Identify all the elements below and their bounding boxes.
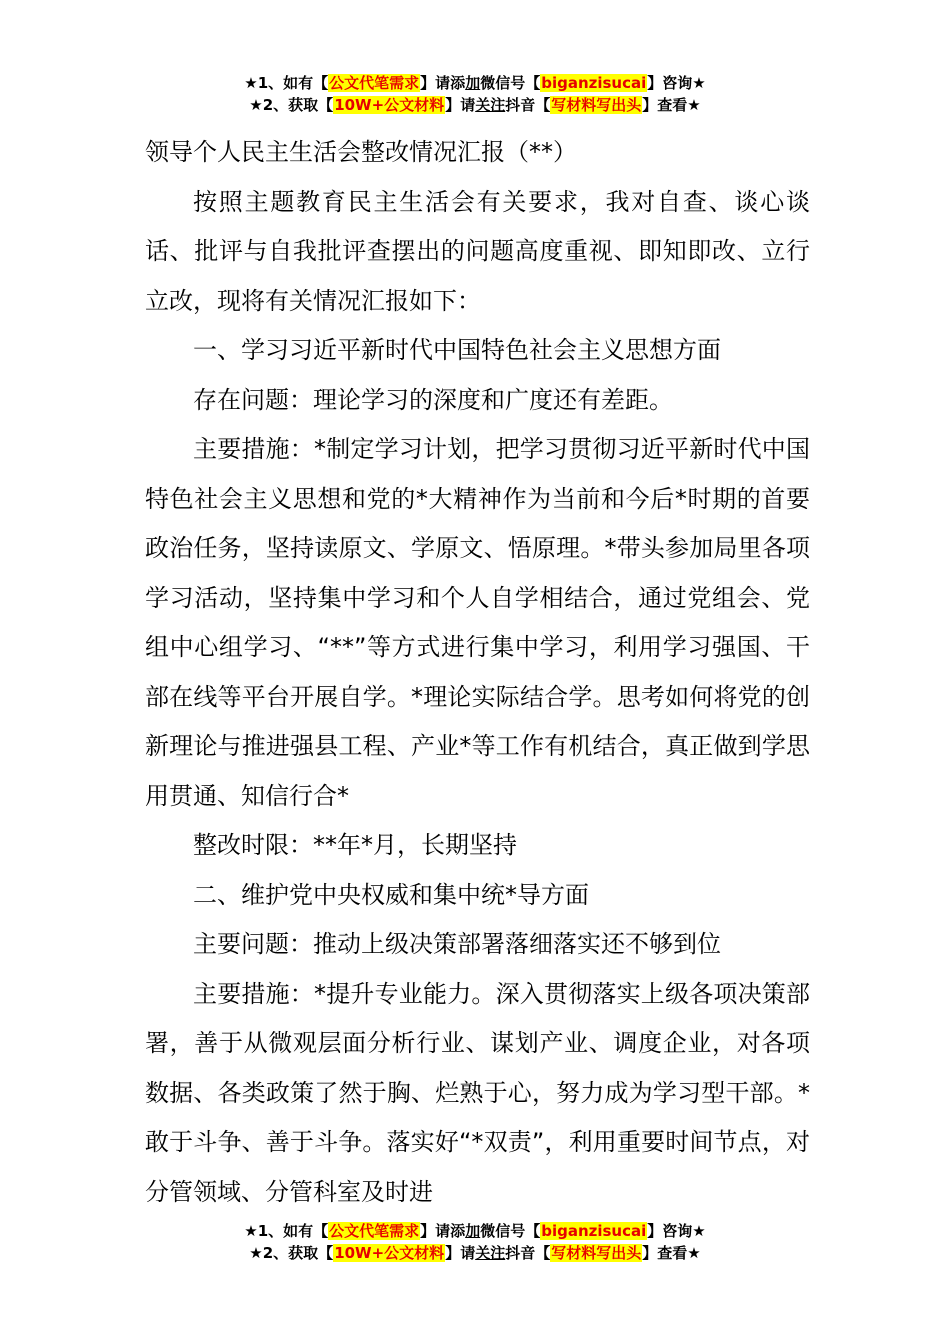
paragraph-problem-2: 主要问题：推动上级决策部署落细落实还不够到位: [193, 930, 721, 958]
promo-banner-bottom: [0, 1220, 950, 1264]
promo-text: 】请: [445, 1244, 476, 1262]
paragraph-problem-1: 存在问题：理论学习的深度和广度还有差距。: [193, 385, 673, 414]
promo-text: ★1、如有【: [244, 1222, 329, 1240]
promo-text: 】咨询★: [647, 1222, 706, 1240]
promo-text: ★1、如有【: [244, 74, 329, 92]
promo-underline: 关注: [475, 1244, 506, 1262]
promo-text: 】请添: [420, 1222, 466, 1240]
document-body: [145, 128, 810, 1217]
promo-line-1: [0, 72, 950, 94]
promo-banner-top: [0, 72, 950, 116]
paragraph-measures-2: 主要措施：*提升专业能力。深入贯彻落实上级各项决策部署，善于从微观层面分析行业、谋划产业、调度企业，对各项数据、各类政策了然于胸、烂熟于心，努力成为学习型干部。*敢于斗争、善于斗争。落实好“*双责”，利用重要时间节点，对分管领域、分管科室及时进: [145, 979, 810, 1206]
promo-underline: 加: [465, 1222, 481, 1240]
section-heading-2: 二、维护党中央权威和集中统*导方面: [193, 880, 589, 909]
section-heading-1: 一、学习习近平新时代中国特色社会主义思想方面: [193, 336, 721, 364]
promo-text: 抖音【: [505, 1244, 551, 1262]
promo-highlight: 10W+公文材料: [334, 96, 445, 114]
promo-text: 】咨询★: [647, 74, 706, 92]
promo-text: 微信号【: [480, 1222, 541, 1240]
promo-line-2: [0, 94, 950, 116]
promo-text: 】查看★: [642, 1244, 701, 1262]
promo-highlight: biganzisucai: [541, 1222, 647, 1240]
promo-highlight: 10W+公文材料: [334, 1244, 445, 1262]
paragraph-measures-1: 主要措施：*制定学习计划，把学习贯彻习近平新时代中国特色社会主义思想和党的*大精神作为当前和今后*时期的首要政治任务，坚持读原文、学原文、悟原理。*带头参加局里各项学习活动，坚持集中学习和个人自学相结合，通过党组会、党组中心组学习、“**”等方式进行集中学习，利用学习强国、干部在线等平台开展自学。*理论实际结合学。思考如何将党的创新理论与推进强县工程、产业*等工作有机结合，真正做到学思用贯通、知信行合*: [145, 435, 810, 810]
promo-line-1: [0, 1220, 950, 1242]
promo-text: 】查看★: [642, 96, 701, 114]
promo-underline: 关注: [475, 96, 506, 114]
promo-highlight: 写材料写出头: [551, 1244, 642, 1262]
promo-text: 】请添: [420, 74, 466, 92]
promo-text: ★2、获取【: [249, 96, 334, 114]
promo-underline: 加: [465, 74, 481, 92]
promo-text: ★2、获取【: [249, 1244, 334, 1262]
paragraph-intro: 按照主题教育民主生活会有关要求，我对自查、谈心谈话、批评与自我批评查摆出的问题高度重视、即知即改、立行立改，现将有关情况汇报如下：: [145, 187, 810, 315]
promo-text: 】请: [445, 96, 476, 114]
paragraph-deadline-1: 整改时限：**年*月，长期坚持: [193, 831, 517, 859]
promo-text: 抖音【: [505, 96, 551, 114]
promo-text: 微信号【: [480, 74, 541, 92]
promo-highlight: 写材料写出头: [551, 96, 642, 114]
promo-highlight: biganzisucai: [541, 74, 647, 92]
promo-line-2: [0, 1242, 950, 1264]
promo-highlight: 公文代笔需求: [329, 74, 420, 92]
promo-highlight: 公文代笔需求: [329, 1222, 420, 1240]
document-title: 领导个人民主生活会整改情况汇报（**）: [145, 138, 577, 166]
